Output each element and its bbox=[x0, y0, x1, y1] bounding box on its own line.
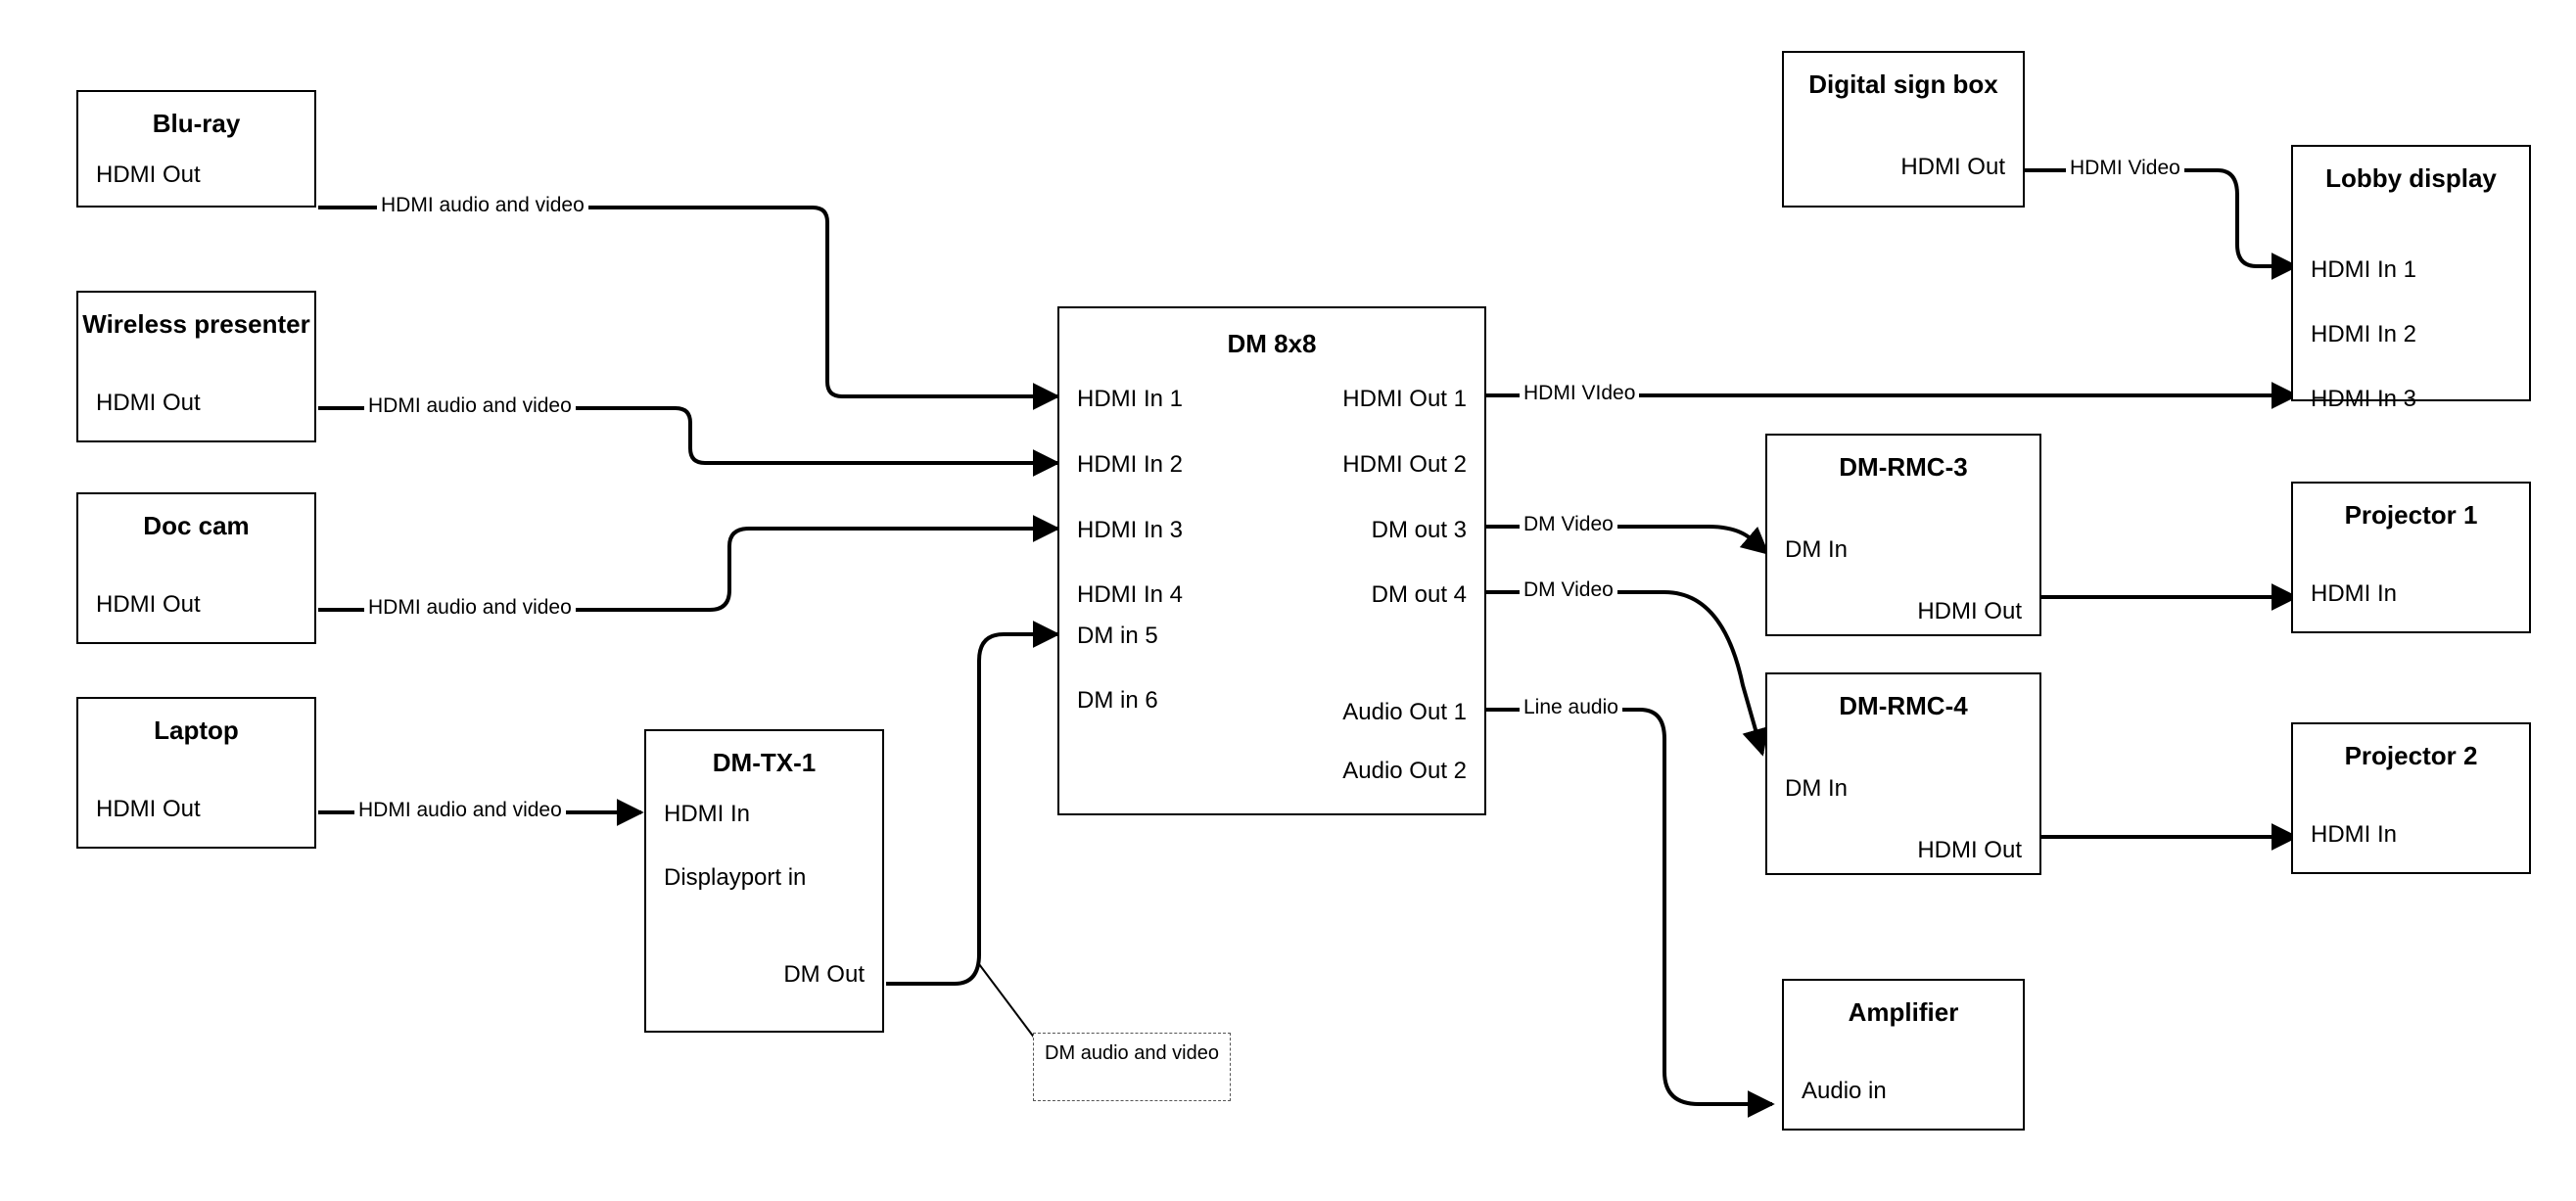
wire-dmtx1-to-dm-in5 bbox=[886, 634, 1057, 984]
node-wireless-presenter[interactable] bbox=[76, 291, 316, 442]
note-dm-audio-video-text: DM audio and video bbox=[1045, 1042, 1219, 1064]
node-dm-8x8-port-dm-in-6[interactable]: DM in 6 bbox=[1077, 687, 1158, 714]
node-dm-8x8-port-audio-out-1[interactable]: Audio Out 1 bbox=[1342, 699, 1467, 725]
edge-label-audio-out-1: Line audio bbox=[1520, 696, 1622, 719]
node-bluray-port-hdmi-out[interactable]: HDMI Out bbox=[96, 162, 201, 188]
node-lobby-display-port-hdmi-in-3[interactable]: HDMI In 3 bbox=[2311, 386, 2417, 412]
node-doc-cam-port-hdmi-out[interactable]: HDMI Out bbox=[96, 591, 201, 618]
edge-label-hdmi-out-1: HDMI VIdeo bbox=[1520, 382, 1639, 405]
node-amplifier-port-audio-in[interactable]: Audio in bbox=[1802, 1078, 1887, 1104]
node-dm-tx-1-port-hdmi-in[interactable]: HDMI In bbox=[664, 801, 751, 827]
wire-bluray-to-dm-in1 bbox=[318, 208, 1057, 396]
node-lobby-display-title: Lobby display bbox=[2325, 163, 2497, 193]
wire-dm-out4-to-rmc4 bbox=[1486, 592, 1762, 754]
node-dm-tx-1-port-dm-out[interactable]: DM Out bbox=[783, 961, 865, 988]
node-projector-1-port-hdmi-in[interactable]: HDMI In bbox=[2311, 580, 2398, 607]
node-dm-rmc-3-port-hdmi-out[interactable]: HDMI Out bbox=[1917, 598, 2022, 624]
node-laptop-port-hdmi-out[interactable]: HDMI Out bbox=[96, 796, 201, 822]
node-dm-8x8-port-hdmi-in-3[interactable]: HDMI In 3 bbox=[1077, 517, 1184, 543]
node-dm-rmc-3[interactable] bbox=[1765, 434, 2041, 636]
node-dm-tx-1-port-displayport-in[interactable]: Displayport in bbox=[664, 864, 807, 891]
node-dm-8x8-port-hdmi-in-1[interactable]: HDMI In 1 bbox=[1077, 386, 1184, 412]
node-digital-sign-box-title: Digital sign box bbox=[1808, 69, 1998, 99]
node-projector-2-port-hdmi-in[interactable]: HDMI In bbox=[2311, 821, 2398, 848]
wire-audio-out1-to-amplifier bbox=[1486, 710, 1772, 1104]
node-digital-sign-box[interactable] bbox=[1782, 51, 2025, 208]
node-laptop[interactable] bbox=[76, 697, 316, 849]
node-dm-rmc-4[interactable] bbox=[1765, 672, 2041, 875]
edge-label-bluray: HDMI audio and video bbox=[377, 194, 588, 217]
node-projector-2[interactable] bbox=[2291, 722, 2531, 874]
node-dm-8x8-port-hdmi-in-4[interactable]: HDMI In 4 bbox=[1077, 581, 1184, 608]
node-dm-8x8-port-hdmi-out-2[interactable]: HDMI Out 2 bbox=[1342, 451, 1467, 478]
edge-label-doccam: HDMI audio and video bbox=[364, 596, 576, 620]
node-dm-8x8-port-audio-out-2[interactable]: Audio Out 2 bbox=[1342, 758, 1467, 784]
node-dm-8x8-port-dm-out-3[interactable]: DM out 3 bbox=[1371, 517, 1467, 543]
node-dm-tx-1-title: DM-TX-1 bbox=[712, 748, 817, 777]
node-dm-rmc-4-title: DM-RMC-4 bbox=[1839, 691, 1968, 720]
node-wireless-presenter-title: Wireless presenter bbox=[82, 309, 310, 339]
edge-label-dm-out-4: DM Video bbox=[1520, 578, 1617, 602]
node-dm-rmc-4-port-dm-in[interactable]: DM In bbox=[1785, 775, 1849, 802]
node-laptop-title: Laptop bbox=[154, 716, 239, 745]
node-dm-rmc-3-port-dm-in[interactable]: DM In bbox=[1785, 536, 1849, 563]
node-dm-8x8-port-hdmi-in-2[interactable]: HDMI In 2 bbox=[1077, 451, 1184, 478]
leader-dm-av-note bbox=[979, 964, 1038, 1042]
node-doc-cam-title: Doc cam bbox=[143, 511, 250, 540]
node-dm-rmc-3-title: DM-RMC-3 bbox=[1839, 452, 1968, 482]
node-dm-8x8-port-hdmi-out-1[interactable]: HDMI Out 1 bbox=[1342, 386, 1467, 412]
node-lobby-display-port-hdmi-in-2[interactable]: HDMI In 2 bbox=[2311, 321, 2417, 347]
node-digital-sign-box-port-hdmi-out[interactable]: HDMI Out bbox=[1900, 154, 2005, 180]
node-projector-1-title: Projector 1 bbox=[2344, 500, 2478, 530]
node-dm-rmc-4-port-hdmi-out[interactable]: HDMI Out bbox=[1917, 837, 2022, 863]
node-dm-8x8-port-dm-in-5[interactable]: DM in 5 bbox=[1077, 623, 1158, 649]
node-lobby-display-port-hdmi-in-1[interactable]: HDMI In 1 bbox=[2311, 256, 2417, 283]
node-dm-8x8-port-dm-out-4[interactable]: DM out 4 bbox=[1371, 581, 1467, 608]
node-dm-8x8-title: DM 8x8 bbox=[1227, 329, 1317, 358]
node-bluray[interactable] bbox=[76, 90, 316, 208]
node-dm-8x8[interactable] bbox=[1057, 306, 1486, 815]
node-projector-2-title: Projector 2 bbox=[2344, 741, 2478, 770]
node-doc-cam[interactable] bbox=[76, 492, 316, 644]
node-amplifier-title: Amplifier bbox=[1848, 997, 1959, 1027]
node-projector-1[interactable] bbox=[2291, 482, 2531, 633]
edge-label-signbox: HDMI Video bbox=[2066, 157, 2184, 180]
node-bluray-title: Blu-ray bbox=[152, 109, 241, 138]
node-lobby-display[interactable] bbox=[2291, 145, 2531, 412]
edge-label-dm-out-3: DM Video bbox=[1520, 513, 1617, 536]
node-dm-tx-1[interactable] bbox=[644, 729, 884, 1033]
node-amplifier[interactable] bbox=[1782, 979, 2025, 1131]
edge-label-laptop: HDMI audio and video bbox=[354, 799, 566, 822]
edge-label-wireless: HDMI audio and video bbox=[364, 394, 576, 418]
note-dm-audio-video bbox=[1033, 1033, 1231, 1101]
node-wireless-presenter-port-hdmi-out[interactable]: HDMI Out bbox=[96, 390, 201, 416]
